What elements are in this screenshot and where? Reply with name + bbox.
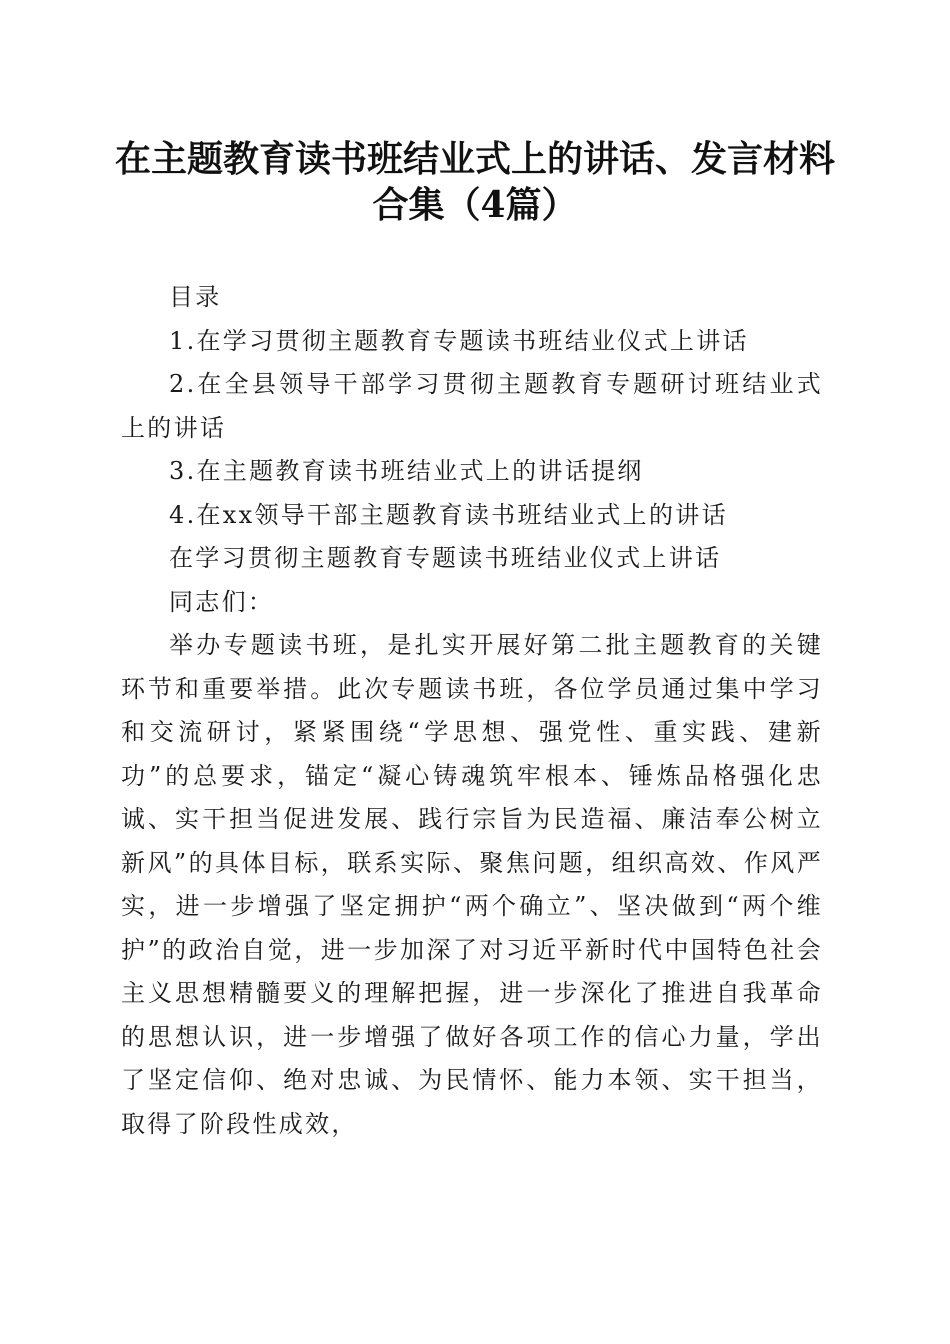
toc-item-2: 2.在全县领导干部学习贯彻主题教育专题研讨班结业式上的讲话 bbox=[121, 370, 823, 442]
body-paragraph: 举办专题读书班，是扎实开展好第二批主题教育的关键环节和重要举措。此次专题读书班，各位学员通过集中学习和交流研讨，紧紧围绕“学思想、强党性、重实践、建新功”的总要求，锚定“凝心铸魂筑牢根本、锤炼品格强化忠诚、实干担当促进发展、践行宗旨为民造福、廉洁奉公树立新风”的具体目标，联系实际、聚焦问题，组织高效、作风严实，进一步增强了坚定拥护“两个确立”、坚决做到“两个维护”的政治自觉，进一步加深了对习近平新时代中国特色社会主义思想精髓要义的理解把握，进一步深化了推进自我革命的思想认识，进一步增强了做好各项工作的信心力量，学出了坚定信仰、绝对忠诚、为民情怀、能力本领、实干担当，取得了阶段性成效， bbox=[121, 631, 823, 1138]
title-line-1: 在主题教育读书班结业式上的讲话、发言材料 bbox=[114, 138, 835, 180]
toc-heading: 目录 bbox=[169, 283, 222, 311]
toc-item-3: 3.在主题教育读书班结业式上的讲话提纲 bbox=[169, 457, 644, 485]
document-title bbox=[100, 136, 850, 228]
toc-item-4: 4.在xx领导干部主题教育读书班结业式上的讲话 bbox=[169, 500, 728, 529]
salutation: 同志们： bbox=[169, 587, 275, 616]
toc-item-1: 1.在学习贯彻主题教育专题读书班结业仪式上讲话 bbox=[169, 326, 749, 355]
title-line-2: 合集（4篇） bbox=[372, 184, 578, 226]
document-body bbox=[121, 276, 823, 1146]
section-title: 在学习贯彻主题教育专题读书班结业仪式上讲话 bbox=[169, 544, 722, 572]
